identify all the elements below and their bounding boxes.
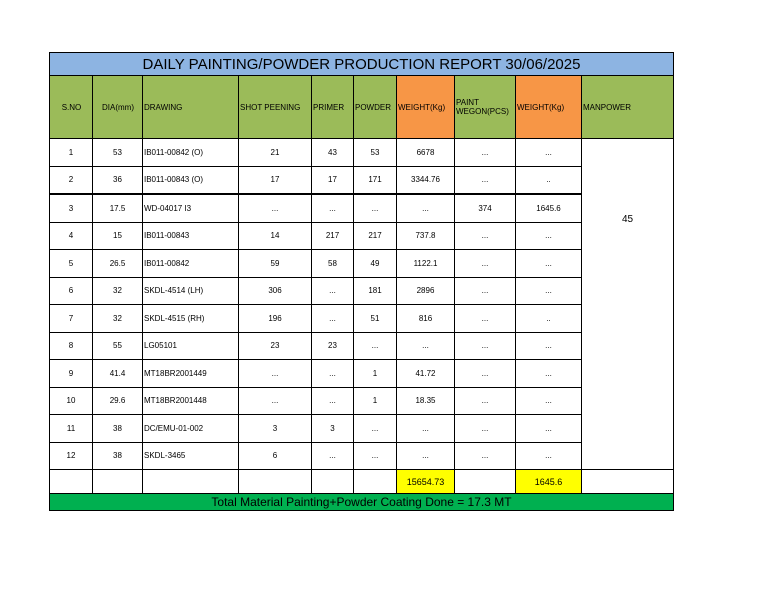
drawing-cell: IB011-00842 (O): [143, 139, 239, 167]
weight-powder-cell: ...: [397, 194, 455, 222]
dia-cell: 55: [93, 332, 143, 360]
table-row: [50, 250, 674, 278]
header-powder: POWDER: [354, 76, 397, 139]
weight-wegon-cell: ...: [516, 360, 582, 388]
drawing-cell: IB011-00843 (O): [143, 166, 239, 194]
shot-peening-cell: 3: [239, 415, 312, 443]
weight-powder-cell: ...: [397, 442, 455, 470]
table-row: [50, 332, 674, 360]
weight-wegon-cell: ...: [516, 387, 582, 415]
weight-powder-cell: 2896: [397, 277, 455, 305]
dia-cell: 53: [93, 139, 143, 167]
drawing-cell: MT18BR2001448: [143, 387, 239, 415]
primer-cell: 23: [312, 332, 354, 360]
table-row: [50, 415, 674, 443]
powder-cell: 1: [354, 387, 397, 415]
weight-powder-cell: 3344.76: [397, 166, 455, 194]
drawing-cell: WD-04017 I3: [143, 194, 239, 222]
primer-cell: ...: [312, 277, 354, 305]
dia-cell: 29.6: [93, 387, 143, 415]
manpower-value: 45: [621, 213, 634, 225]
powder-cell: 181: [354, 277, 397, 305]
drawing-cell: MT18BR2001449: [143, 360, 239, 388]
weight-wegon-cell: ...: [516, 332, 582, 360]
paint-wegon-cell: 374: [455, 194, 516, 222]
dia-cell: 38: [93, 415, 143, 443]
weight-powder-cell: 41.72: [397, 360, 455, 388]
powder-cell: 1: [354, 360, 397, 388]
shot-peening-cell: ...: [239, 360, 312, 388]
powder-cell: 217: [354, 222, 397, 250]
weight-wegon-cell: ...: [516, 277, 582, 305]
paint-wegon-cell: ...: [455, 305, 516, 333]
report-table: [49, 52, 674, 511]
drawing-cell: IB011-00843: [143, 222, 239, 250]
weight-wegon-cell: 1645.6: [516, 194, 582, 222]
dia-cell: 36: [93, 166, 143, 194]
manpower-cell: [582, 139, 674, 470]
drawing-cell: DC/EMU-01-002: [143, 415, 239, 443]
report-title: DAILY PAINTING/POWDER PRODUCTION REPORT 30/06/2025: [50, 53, 674, 76]
weight-wegon-cell: ...: [516, 139, 582, 167]
shot-peening-cell: 196: [239, 305, 312, 333]
drawing-cell: IB011-00842: [143, 250, 239, 278]
primer-cell: ...: [312, 387, 354, 415]
shot-peening-cell: ...: [239, 194, 312, 222]
dia-cell: 17.5: [93, 194, 143, 222]
paint-wegon-cell: ...: [455, 250, 516, 278]
weight-powder-cell: ...: [397, 415, 455, 443]
shot-peening-cell: 17: [239, 166, 312, 194]
paint-wegon-cell: ...: [455, 139, 516, 167]
shot-peening-cell: 59: [239, 250, 312, 278]
shot-peening-cell: 6: [239, 442, 312, 470]
table-row: [50, 277, 674, 305]
primer-cell: 217: [312, 222, 354, 250]
header-manpower: MANPOWER: [582, 76, 674, 139]
header-row: [50, 76, 674, 139]
powder-cell: 49: [354, 250, 397, 278]
powder-cell: 53: [354, 139, 397, 167]
header-drawing: DRAWING: [143, 76, 239, 139]
weight-powder-cell: 1122.1: [397, 250, 455, 278]
drawing-cell: LG05101: [143, 332, 239, 360]
weight-wegon-cell: ...: [516, 250, 582, 278]
weight-wegon-cell: ...: [516, 442, 582, 470]
primer-cell: ...: [312, 360, 354, 388]
sno-cell: 4: [50, 222, 93, 250]
sno-cell: 10: [50, 387, 93, 415]
paint-wegon-cell: ...: [455, 442, 516, 470]
paint-wegon-cell: ...: [455, 166, 516, 194]
sno-cell: 11: [50, 415, 93, 443]
header-sno: S.NO: [50, 76, 93, 139]
shot-peening-cell: 21: [239, 139, 312, 167]
table-row: [50, 442, 674, 470]
powder-cell: ...: [354, 415, 397, 443]
table-row: [50, 139, 674, 167]
dia-cell: 15: [93, 222, 143, 250]
dia-cell: 32: [93, 305, 143, 333]
paint-wegon-cell: ...: [455, 415, 516, 443]
table-row: [50, 360, 674, 388]
powder-cell: ...: [354, 442, 397, 470]
header-weight-wegon: WEIGHT(Kg): [516, 76, 582, 139]
table-row: [50, 305, 674, 333]
powder-cell: ...: [354, 332, 397, 360]
sno-cell: 3: [50, 194, 93, 222]
shot-peening-cell: 14: [239, 222, 312, 250]
weight-powder-cell: 737.8: [397, 222, 455, 250]
weight-wegon-cell: ..: [516, 305, 582, 333]
weight-wegon-cell: ..: [516, 166, 582, 194]
weight-powder-cell: ...: [397, 332, 455, 360]
shot-peening-cell: 306: [239, 277, 312, 305]
header-paint-wegon: PAINT WEGON(PCS): [455, 76, 516, 139]
primer-cell: ...: [312, 442, 354, 470]
footer-summary: Total Material Painting+Powder Coating Done = 17.3 MT: [50, 494, 674, 511]
totals-row: [50, 470, 674, 494]
paint-wegon-cell: ...: [455, 277, 516, 305]
sno-cell: 6: [50, 277, 93, 305]
primer-cell: ...: [312, 305, 354, 333]
total-weight-powder: 15654.73: [397, 470, 455, 494]
production-report: [49, 52, 673, 511]
header-dia: DIA(mm): [93, 76, 143, 139]
header-shot-peening: SHOT PEENING: [239, 76, 312, 139]
weight-wegon-cell: ...: [516, 415, 582, 443]
primer-cell: 17: [312, 166, 354, 194]
paint-wegon-cell: ...: [455, 222, 516, 250]
primer-cell: ...: [312, 194, 354, 222]
dia-cell: 26.5: [93, 250, 143, 278]
total-weight-wegon: 1645.6: [516, 470, 582, 494]
dia-cell: 41.4: [93, 360, 143, 388]
weight-powder-cell: 6678: [397, 139, 455, 167]
sno-cell: 8: [50, 332, 93, 360]
table-row: [50, 222, 674, 250]
shot-peening-cell: ...: [239, 387, 312, 415]
drawing-cell: SKDL-4515 (RH): [143, 305, 239, 333]
header-primer: PRIMER: [312, 76, 354, 139]
sno-cell: 9: [50, 360, 93, 388]
sno-cell: 12: [50, 442, 93, 470]
header-weight-powder: WEIGHT(Kg): [397, 76, 455, 139]
sno-cell: 5: [50, 250, 93, 278]
drawing-cell: SKDL-3465: [143, 442, 239, 470]
powder-cell: ...: [354, 194, 397, 222]
powder-cell: 51: [354, 305, 397, 333]
paint-wegon-cell: ...: [455, 387, 516, 415]
table-row: [50, 166, 674, 194]
weight-powder-cell: 816: [397, 305, 455, 333]
sno-cell: 2: [50, 166, 93, 194]
primer-cell: 58: [312, 250, 354, 278]
sno-cell: 7: [50, 305, 93, 333]
sno-cell: 1: [50, 139, 93, 167]
table-row: [50, 194, 674, 222]
primer-cell: 3: [312, 415, 354, 443]
shot-peening-cell: 23: [239, 332, 312, 360]
table-row: [50, 387, 674, 415]
dia-cell: 32: [93, 277, 143, 305]
drawing-cell: SKDL-4514 (LH): [143, 277, 239, 305]
paint-wegon-cell: ...: [455, 332, 516, 360]
dia-cell: 38: [93, 442, 143, 470]
paint-wegon-cell: ...: [455, 360, 516, 388]
primer-cell: 43: [312, 139, 354, 167]
weight-wegon-cell: ...: [516, 222, 582, 250]
powder-cell: 171: [354, 166, 397, 194]
weight-powder-cell: 18.35: [397, 387, 455, 415]
